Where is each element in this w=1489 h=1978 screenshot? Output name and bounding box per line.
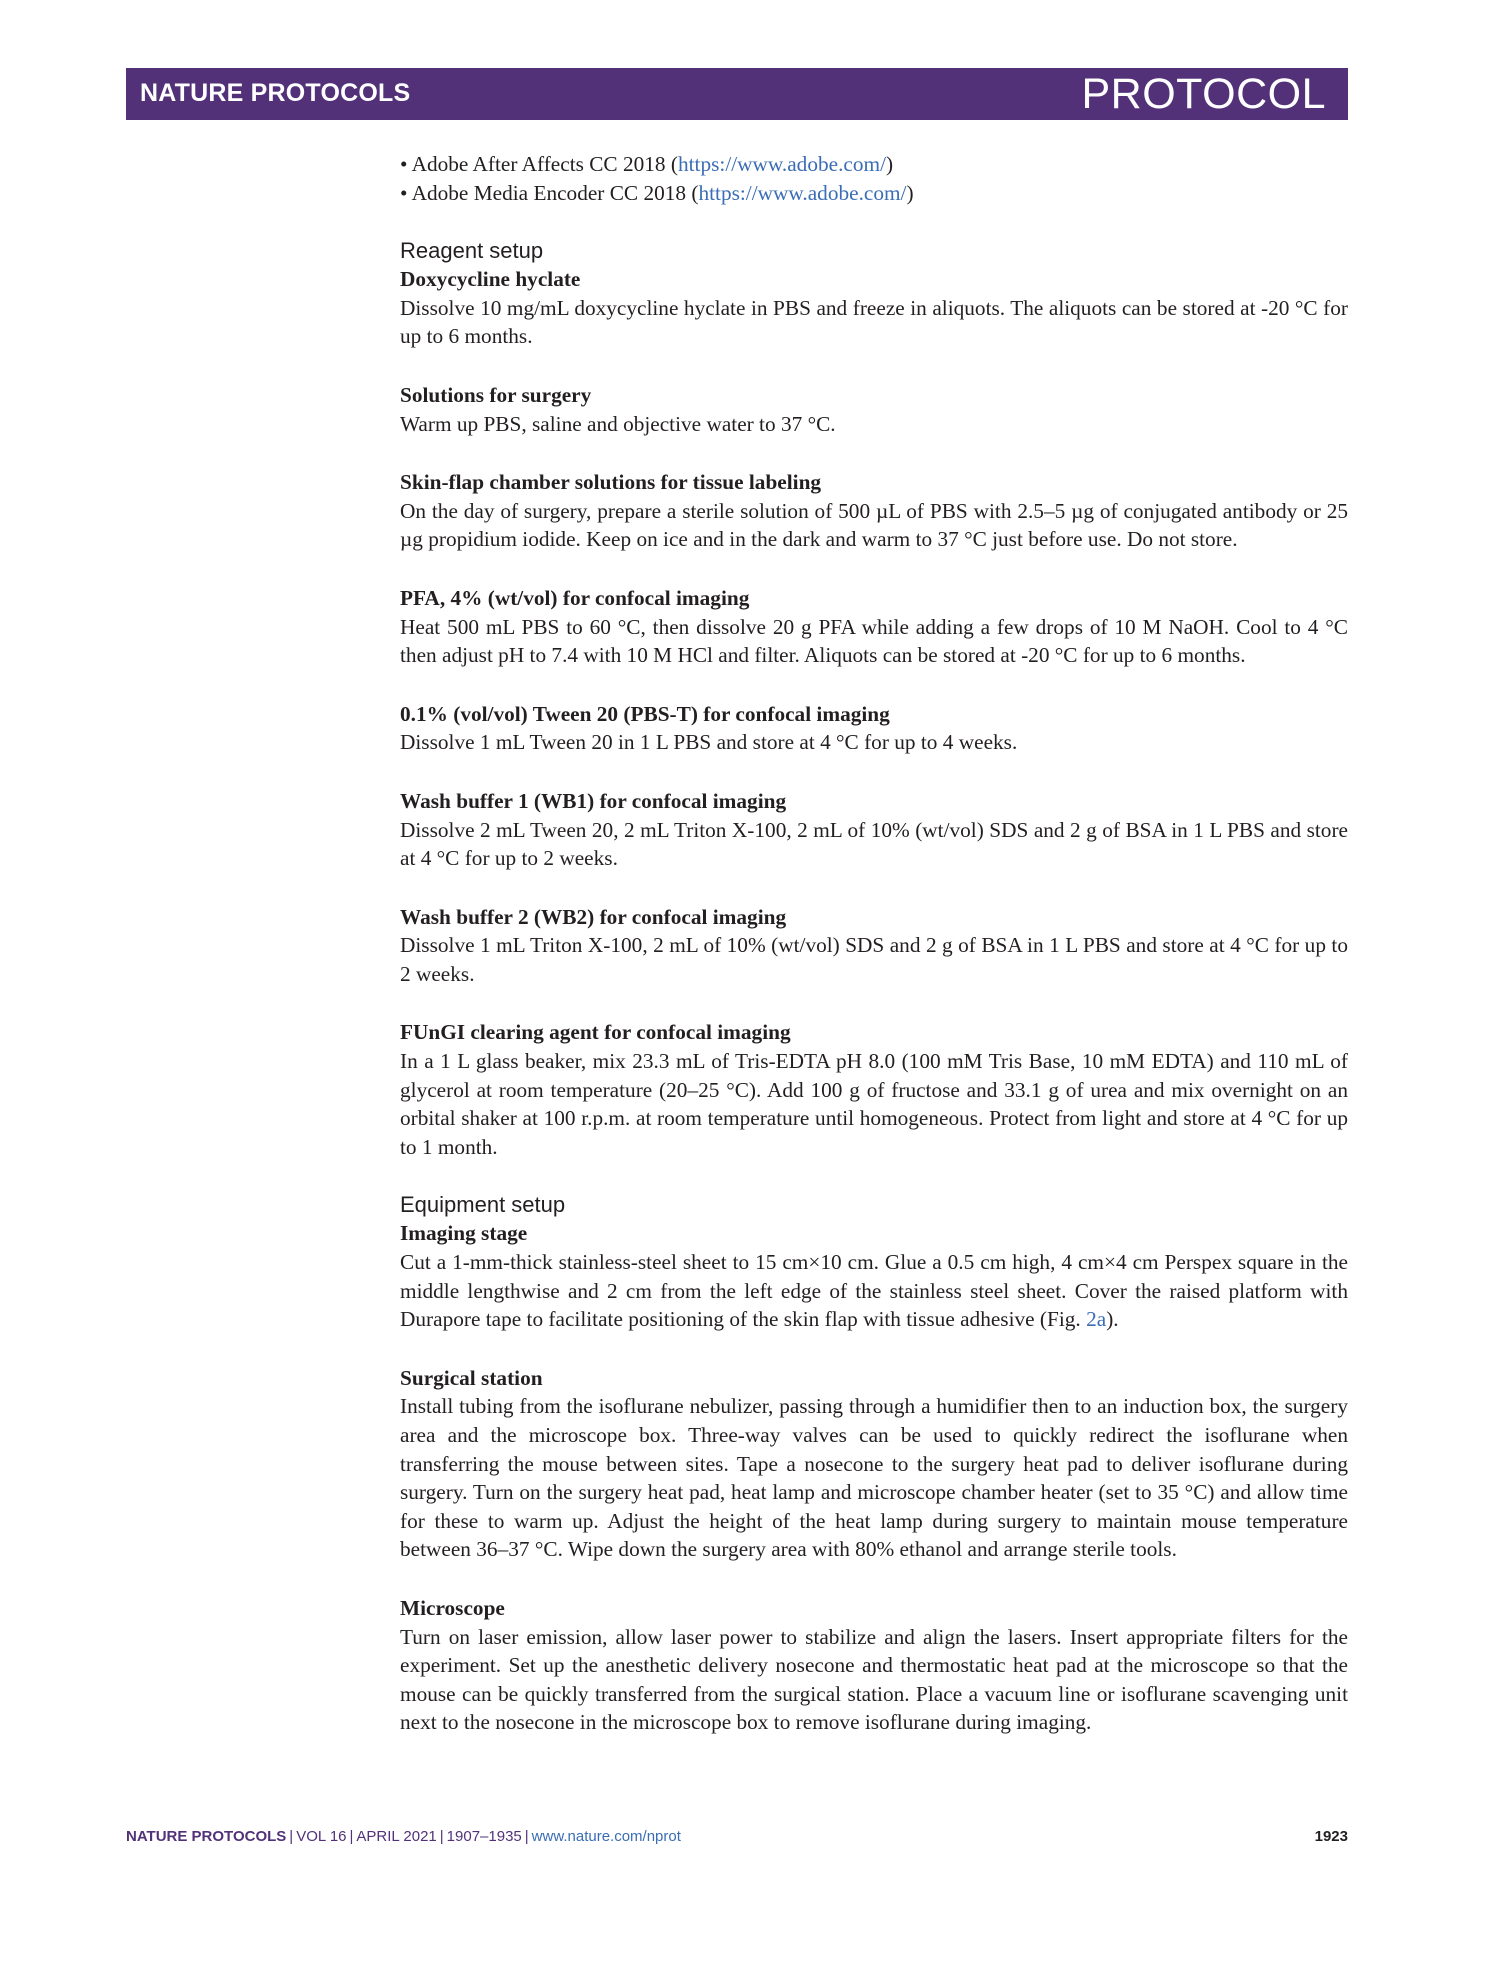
- subsection-text: Cut a 1-mm-thick stainless-steel sheet to 15 cm×10 cm. Glue a 0.5 cm high, 4 cm×4 cm Perspex square in the middle lengthwise and 2 cm from the left edge of the stainless steel sheet. Cover the raised platform with Durapore tape to facilitate positioning of the skin flap with tissue adhesive (Fig. 2a).: [400, 1250, 1348, 1332]
- subsection-title: Wash buffer 1 (WB1) for confocal imaging: [400, 788, 787, 813]
- subsection-text: Dissolve 1 mL Triton X-100, 2 mL of 10% (wt/vol) SDS and 2 g of BSA in 1 L PBS and store at 4 °C for up to 2 weeks.: [400, 933, 1348, 986]
- subsection-text: Install tubing from the isoflurane nebulizer, passing through a humidifier then to an induction box, the surgery area and the microscope box. Three-way valves can be used to quickly redirect the isoflurane when transferring the mouse between sites. Tape a nosecone to the surgery heat pad to deliver isoflurane during surgery. Turn on the surgery heat pad, heat lamp and microscope chamber heater (set to 35 °C) and allow time for these to warm up. Adjust the height of the heat lamp during surgery to maintain mouse temperature between 36–37 °C. Wipe down the surgery area with 80% ethanol and arrange sterile tools.: [400, 1394, 1348, 1562]
- reagent-skin-flap-solutions: [400, 468, 1348, 554]
- subsection-title: Microscope: [400, 1595, 505, 1620]
- subsection-text: Warm up PBS, saline and objective water to 37 °C.: [400, 411, 836, 436]
- subsection-title: PFA, 4% (wt/vol) for confocal imaging: [400, 585, 750, 610]
- subsection-title: Surgical station: [400, 1365, 543, 1390]
- subsection-title: Wash buffer 2 (WB2) for confocal imaging: [400, 904, 787, 929]
- subsection-title: Skin-flap chamber solutions for tissue labeling: [400, 470, 822, 495]
- section-title-reagent-setup: Reagent setup: [400, 238, 544, 264]
- reagent-pfa: [400, 584, 1348, 670]
- subsection-text: Dissolve 2 mL Tween 20, 2 mL Triton X-100, 2 mL of 10% (wt/vol) SDS and 2 g of BSA in 1 L PBS and store at 4 °C for up to 2 weeks.: [400, 817, 1348, 871]
- subsection-title: Imaging stage: [400, 1221, 528, 1246]
- equipment-surgical-station: [400, 1364, 1348, 1564]
- footer-journal-link[interactable]: www.nature.com/nprot: [531, 1828, 681, 1845]
- reagent-fungi: [400, 1018, 1348, 1161]
- software-list: [400, 150, 1348, 207]
- footer-volume: VOL 16: [296, 1828, 347, 1845]
- reagent-wb2: [400, 903, 1348, 989]
- equipment-microscope: [400, 1594, 1348, 1737]
- subsection-title: 0.1% (vol/vol) Tween 20 (PBS-T) for confocal imaging: [400, 701, 890, 726]
- software-link[interactable]: https://www.adobe.com/: [677, 152, 886, 176]
- subsection-text: Turn on laser emission, allow laser power to stabilize and align the lasers. Insert appropriate filters for the experiment. Set up the anesthetic delivery nosecone and thermostatic heat pad at the microscope so that the mouse can be quickly transferred from the surgical station. Place a vacuum line or isoflurane scavenging unit next to the nosecone in the microscope box to remove isoflurane during imaging.: [400, 1624, 1348, 1735]
- equipment-imaging-stage: [400, 1219, 1348, 1333]
- subsection-title: Solutions for surgery: [400, 382, 592, 407]
- journal-name: NATURE PROTOCOLS: [140, 79, 411, 107]
- subsection-text: In a 1 L glass beaker, mix 23.3 mL of Tris-EDTA pH 8.0 (100 mM Tris Base, 10 mM EDTA) and 110 mL of glycerol at room temperature (20–25 °C). Add 100 g of fructose and 33.1 g of urea and mix overnight on an orbital shaker at 100 r.p.m. at room temperature until homogeneous. Protect from light and store at 4 °C for up to 1 month.: [400, 1049, 1348, 1159]
- software-link[interactable]: https://www.adobe.com/: [698, 180, 907, 205]
- page-number: 1923: [1314, 1828, 1348, 1845]
- section-title-equipment-setup: Equipment setup: [400, 1192, 566, 1218]
- page-content: [400, 150, 1348, 1737]
- page-footer: [126, 1828, 1348, 1852]
- reagent-pbs-t: [400, 700, 1348, 757]
- footer-citation: NATURE PROTOCOLS | VOL 16 | APRIL 2021 | 1907–1935 | www.nature.com/nprot: [126, 1828, 681, 1845]
- footer-journal-name: NATURE PROTOCOLS: [126, 1828, 287, 1845]
- subsection-text: Heat 500 mL PBS to 60 °C, then dissolve 20 g PFA while adding a few drops of 10 M NaOH. Cool to 4 °C then adjust pH to 7.4 with 10 M HCl and filter. Aliquots can be stored at -20 °C for up to 6 months.: [400, 614, 1348, 668]
- reagent-wb1: [400, 787, 1348, 873]
- subsection-title: Doxycycline hyclate: [400, 267, 581, 292]
- software-item: • Adobe After Affects CC 2018 (https://www.adobe.com/): [400, 152, 894, 176]
- software-item: • Adobe Media Encoder CC 2018 (https://www.adobe.com/): [400, 180, 914, 205]
- reagent-surgery-solutions: [400, 381, 1348, 438]
- subsection-text: Dissolve 1 mL Tween 20 in 1 L PBS and store at 4 °C for up to 4 weeks.: [400, 730, 1018, 755]
- article-type: PROTOCOL: [1081, 70, 1326, 118]
- subsection-title: FUnGI clearing agent for confocal imaging: [400, 1020, 791, 1045]
- figure-reference-link[interactable]: 2a: [1086, 1307, 1107, 1332]
- reagent-doxycycline: [400, 265, 1348, 351]
- footer-pages: 1907–1935: [446, 1828, 522, 1845]
- subsection-text: On the day of surgery, prepare a sterile solution of 500 µL of PBS with 2.5–5 µg of conjugated antibody or 25 µg propidium iodide. Keep on ice and in the dark and warm to 37 °C just before use. Do not store.: [400, 498, 1348, 552]
- journal-header-bar: [126, 68, 1348, 120]
- footer-date: APRIL 2021: [356, 1828, 437, 1845]
- subsection-text: Dissolve 10 mg/mL doxycycline hyclate in PBS and freeze in aliquots. The aliquots can be stored at -20 °C for up to 6 months.: [400, 295, 1348, 349]
